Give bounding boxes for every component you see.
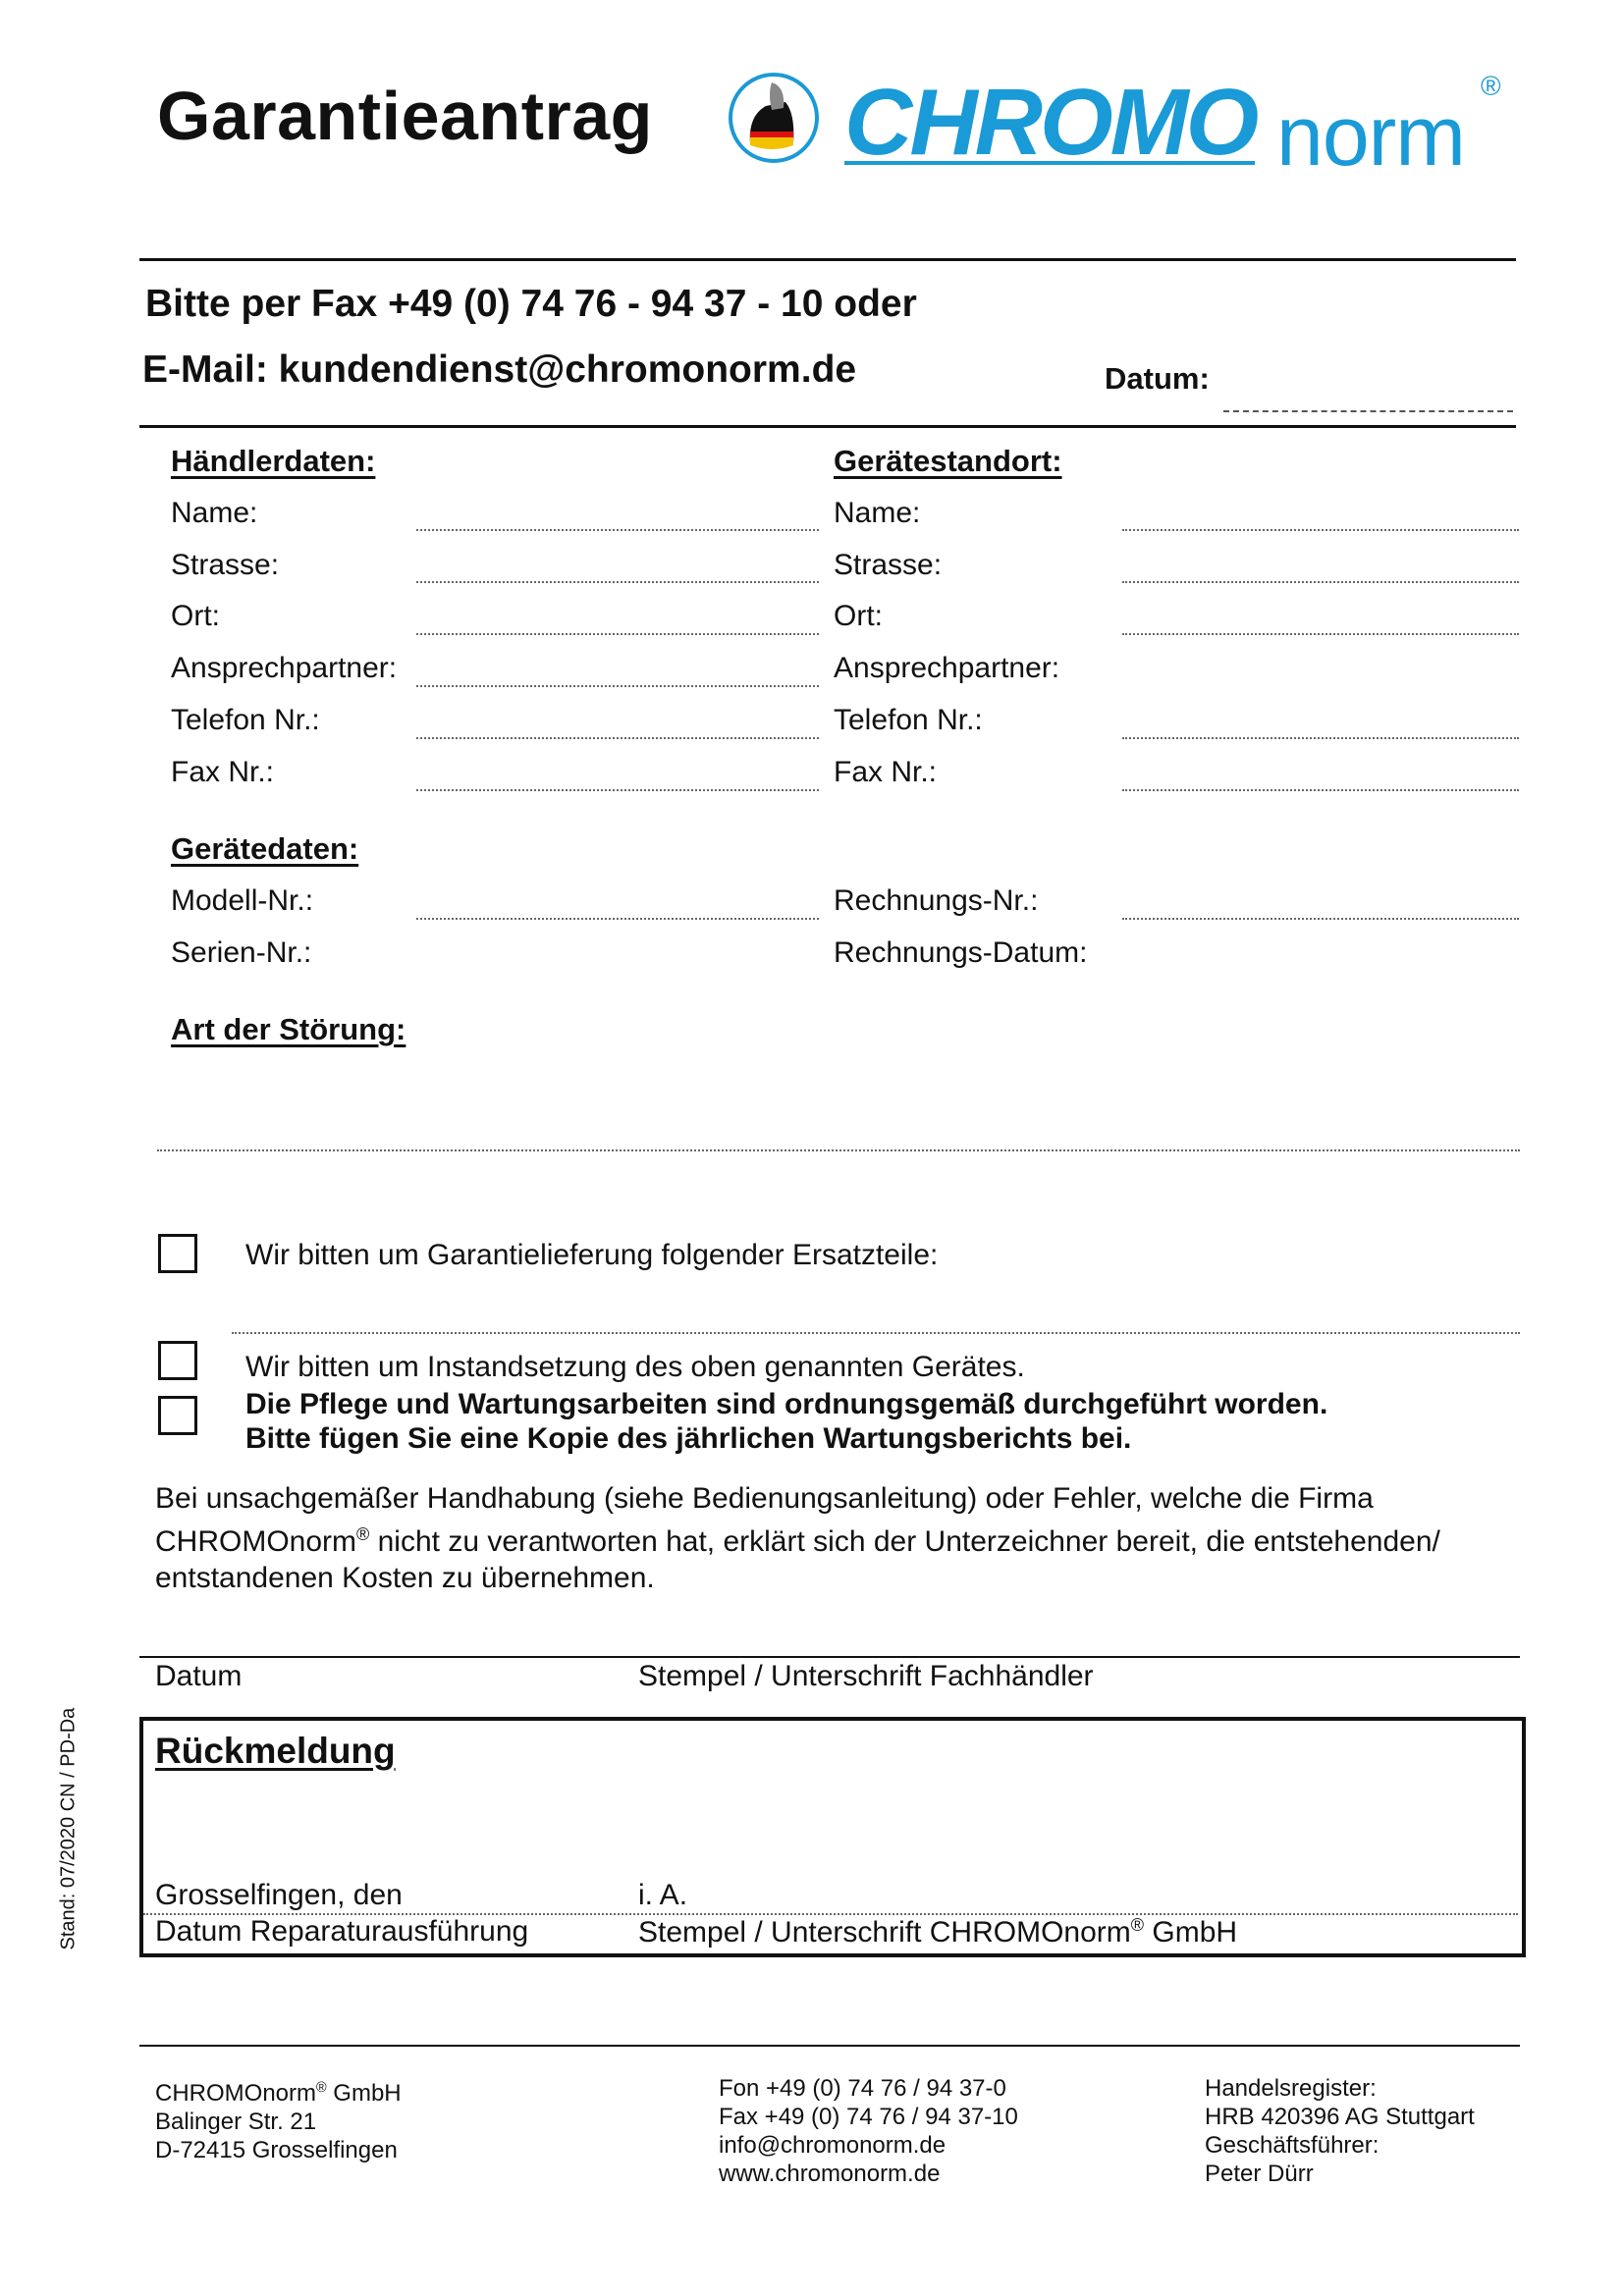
footer-register: Handelsregister: HRB 420396 AG Stuttgart Geschäftsführer: Peter Dürr <box>1205 2075 1475 2187</box>
dealer-street-label: Strasse: <box>171 549 280 581</box>
invoice-no-field[interactable] <box>1122 918 1519 920</box>
fax-line: Bitte per Fax +49 (0) 74 76 - 94 37 - 10 oder <box>145 283 917 325</box>
feedback-heading: Rückmeldung <box>155 1731 396 1771</box>
rule-2 <box>139 425 1516 428</box>
maintenance-checkbox[interactable] <box>158 1396 197 1435</box>
maintenance-text-1: Die Pflege und Wartungsarbeiten sind ordnungsgemäß durchgeführt worden. <box>245 1388 1328 1420</box>
feedback-stamp: Stempel / Unterschrift CHROMOnorm® GmbH <box>638 1915 1238 1949</box>
feedback-repair-date: Datum Reparaturausführung <box>155 1915 529 1948</box>
serial-label: Serien-Nr.: <box>171 936 312 969</box>
dealer-contact-label: Ansprechpartner: <box>171 652 398 684</box>
maintenance-text-2: Bitte fügen Sie eine Kopie des jährlichen Wartungsberichts bei. <box>245 1422 1132 1455</box>
feedback-ia: i. A. <box>638 1879 688 1911</box>
page-title: Garantieantrag <box>157 78 653 154</box>
dealer-street-field[interactable] <box>416 581 819 583</box>
repair-checkbox[interactable] <box>158 1341 197 1380</box>
disclaimer-line-1: Bei unsachgemäßer Handhabung (siehe Bedienungsanleitung) oder Fehler, welche die Firma <box>155 1482 1374 1515</box>
spare-parts-text: Wir bitten um Garantielieferung folgender Ersatzteile: <box>245 1239 939 1271</box>
location-street-field[interactable] <box>1122 581 1519 583</box>
model-field[interactable] <box>416 918 819 920</box>
signature-stamp-label: Stempel / Unterschrift Fachhändler <box>638 1660 1094 1692</box>
model-label: Modell-Nr.: <box>171 884 314 917</box>
disclaimer-paragraph <box>155 1480 1520 1596</box>
location-name-label: Name: <box>834 497 921 529</box>
location-heading: Gerätestandort: <box>834 444 1062 478</box>
dealer-fax-label: Fax Nr.: <box>171 756 275 788</box>
datum-field[interactable] <box>1223 410 1513 412</box>
invoice-no-label: Rechnungs-Nr.: <box>834 884 1039 917</box>
repair-text: Wir bitten um Instandsetzung des oben genannten Gerätes. <box>245 1351 1025 1383</box>
spare-parts-checkbox[interactable] <box>158 1234 197 1273</box>
dealer-contact-field[interactable] <box>416 685 819 687</box>
dealer-city-label: Ort: <box>171 600 220 632</box>
dealer-name-label: Name: <box>171 497 258 529</box>
logo-text-light: norm <box>1276 89 1465 184</box>
location-name-field[interactable] <box>1122 529 1519 531</box>
footer-rule <box>139 2045 1520 2047</box>
top-rule <box>139 258 1516 261</box>
logo-underline <box>844 161 1255 165</box>
side-note: Stand: 07/2020 CN / PD-Da <box>57 1707 80 1950</box>
disclaimer-line-2: CHROMOnorm® nicht zu verantworten hat, erklärt sich der Unterzeichner bereit, die entstehenden/ <box>155 1524 1440 1558</box>
dealer-phone-field[interactable] <box>416 737 819 739</box>
signature-date-label: Datum <box>155 1660 243 1692</box>
footer-web-link[interactable]: www.chromonorm.de <box>719 2161 941 2187</box>
location-city-field[interactable] <box>1122 633 1519 635</box>
location-phone-field[interactable] <box>1122 737 1519 739</box>
dealer-fax-field[interactable] <box>416 789 819 791</box>
datum-label: Datum: <box>1105 361 1210 396</box>
logo-text-bold: CHROMO <box>844 70 1257 175</box>
spare-parts-field[interactable] <box>232 1332 1520 1334</box>
fault-field[interactable] <box>157 1149 1520 1151</box>
disclaimer-line-3: entstandenen Kosten zu übernehmen. <box>155 1562 655 1594</box>
location-street-label: Strasse: <box>834 549 943 581</box>
device-heading: Gerätedaten: <box>171 831 359 866</box>
dealer-city-field[interactable] <box>416 633 819 635</box>
footer-company: CHROMOnorm® GmbH Balinger Str. 21 D-72415 Grosselfingen <box>155 2080 402 2163</box>
chromonorm-logo <box>729 67 1514 184</box>
fault-heading: Art der Störung: <box>171 1012 406 1046</box>
dealer-name-field[interactable] <box>416 529 819 531</box>
location-city-label: Ort: <box>834 600 883 632</box>
location-fax-label: Fax Nr.: <box>834 756 938 788</box>
invoice-date-label: Rechnungs-Datum: <box>834 936 1088 969</box>
dealer-phone-label: Telefon Nr.: <box>171 704 320 736</box>
feedback-place: Grosselfingen, den <box>155 1879 403 1911</box>
logo-registered: ® <box>1481 71 1501 101</box>
email-line: E-Mail: kundendienst@chromonorm.de <box>142 348 857 391</box>
footer-contact: Fon +49 (0) 74 76 / 94 37-0 Fax +49 (0) 74 76 / 94 37-10 info@chromonorm.de www.chromonorm.de <box>719 2074 1131 2188</box>
signature-rule <box>139 1656 1520 1658</box>
location-fax-field[interactable] <box>1122 789 1519 791</box>
footer-email-link[interactable]: info@chromonorm.de <box>719 2132 947 2159</box>
location-contact-label: Ansprechpartner: <box>834 652 1060 684</box>
dealer-heading: Händlerdaten: <box>171 444 376 478</box>
location-phone-label: Telefon Nr.: <box>834 704 983 736</box>
